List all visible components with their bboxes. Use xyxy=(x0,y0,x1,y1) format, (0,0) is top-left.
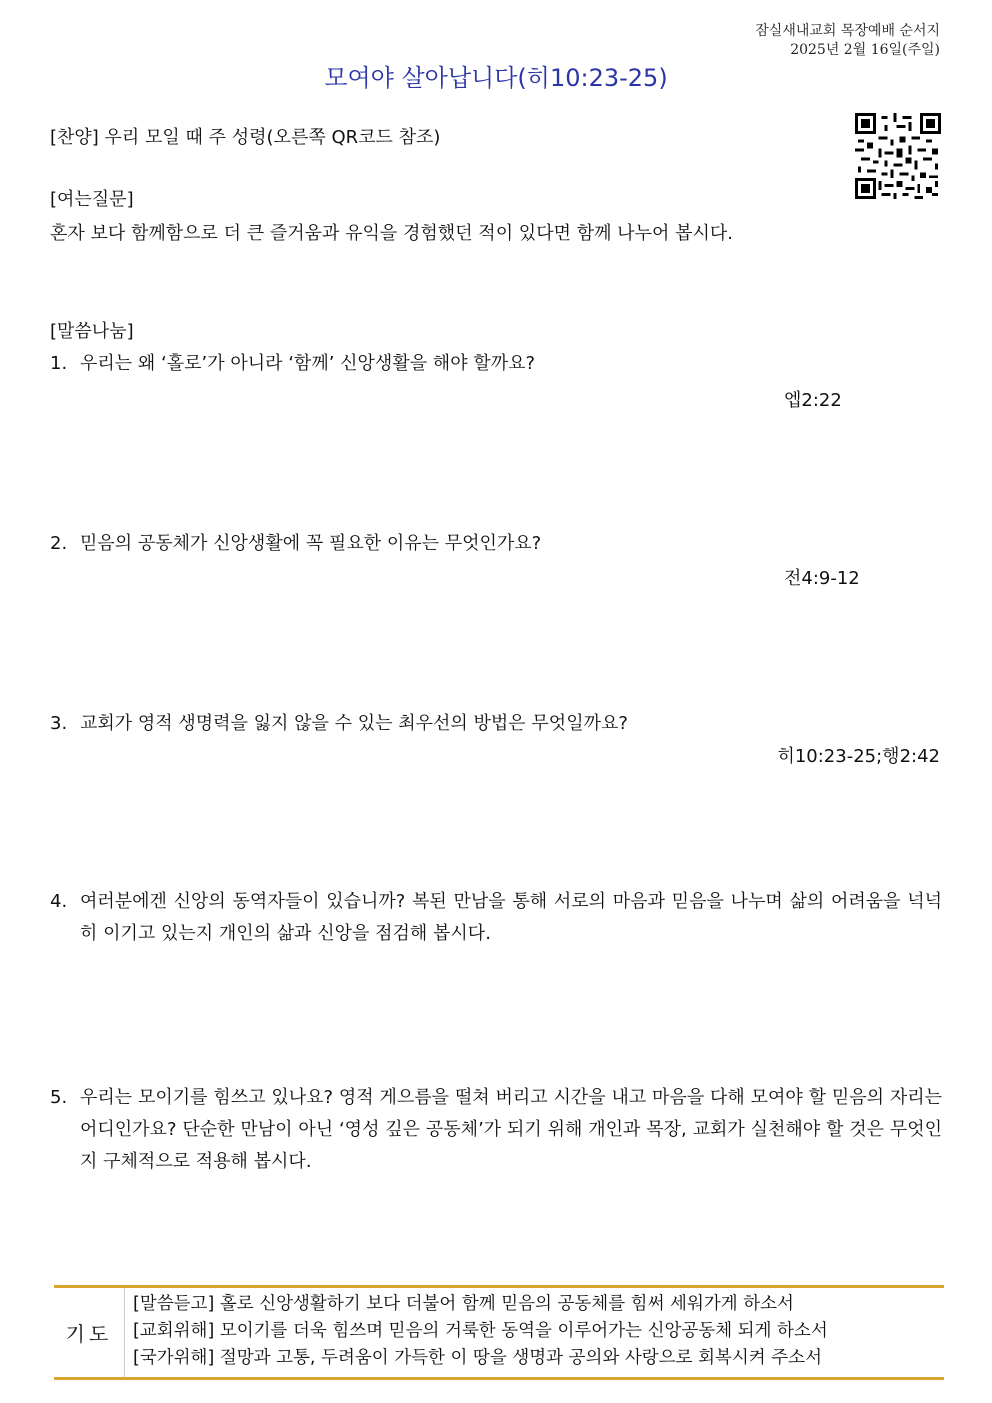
sharing-heading: [말씀나눔] xyxy=(50,321,134,342)
question-text: 우리는 왜 ‘홀로’가 아니라 ‘함께’ 신앙생활을 해야 할까요? xyxy=(80,353,536,374)
question-number: 2. xyxy=(50,533,68,554)
scripture-reference: 전4:9-12 xyxy=(784,568,860,589)
hymn-line: [찬양] 우리 모일 때 주 성령(오른쪽 QR코드 참조) xyxy=(50,127,441,148)
service-date: 2025년 2월 16일(주일) xyxy=(790,42,940,58)
prayer-box xyxy=(54,1285,944,1380)
question-3 xyxy=(50,708,942,740)
opening-question-heading: [여는질문] xyxy=(50,189,134,210)
prayer-lines xyxy=(125,1288,828,1377)
question-4 xyxy=(50,886,942,950)
prayer-line: [교회위해] 모이기를 더욱 힘쓰며 믿음의 거룩한 동역을 이루어가는 신앙공동체 되게 하소서 xyxy=(133,1321,828,1341)
page-title: 모여야 살아납니다(히10:23-25) xyxy=(324,64,668,92)
question-2 xyxy=(50,528,942,560)
opening-question-text: 혼자 보다 함께함으로 더 큰 즐거움과 유익을 경험했던 적이 있다면 함께 나누어 봅시다. xyxy=(50,223,733,244)
question-5 xyxy=(50,1082,942,1178)
question-1 xyxy=(50,348,942,380)
question-number: 5. xyxy=(50,1087,68,1108)
prayer-label: 기도 xyxy=(54,1288,125,1377)
scripture-reference: 히10:23-25;행2:42 xyxy=(777,746,940,767)
prayer-line: [국가위해] 절망과 고통, 두려움이 가득한 이 땅을 생명과 공의와 사랑으로 회복시켜 주소서 xyxy=(133,1348,822,1368)
question-number: 1. xyxy=(50,353,68,374)
question-text: 교회가 영적 생명력을 잃지 않을 수 있는 최우선의 방법은 무엇일까요? xyxy=(80,713,628,734)
question-number: 3. xyxy=(50,713,68,734)
scripture-reference: 엡2:22 xyxy=(784,390,842,411)
question-text: 우리는 모이기를 힘쓰고 있나요? 영적 게으름을 떨쳐 버리고 시간을 내고 마음을 다해 모여야 할 믿음의 자리는 어디인가요? 단순한 만남이 아닌 ‘영성 깊은 공동체’가 되기 위해 개인과 목장, 교회가 실천해야 할 것은 무엇인지 구체적으로 적용해 봅시다. xyxy=(80,1087,942,1172)
question-number: 4. xyxy=(50,891,68,912)
question-text: 여러분에겐 신앙의 동역자들이 있습니까? 복된 만남을 통해 서로의 마음과 믿음을 나누며 삶의 어려움을 넉넉히 이기고 있는지 개인의 삶과 신앙을 점검해 봅시다. xyxy=(80,891,942,944)
prayer-line: [말씀듣고] 홀로 신앙생활하기 보다 더불어 함께 믿음의 공동체를 힘써 세워가게 하소서 xyxy=(133,1294,794,1314)
question-text: 믿음의 공동체가 신앙생활에 꼭 필요한 이유는 무엇인가요? xyxy=(80,533,542,554)
qr-code-icon xyxy=(855,113,941,199)
organization-name: 잠실새내교회 목장예배 순서지 xyxy=(755,23,940,39)
